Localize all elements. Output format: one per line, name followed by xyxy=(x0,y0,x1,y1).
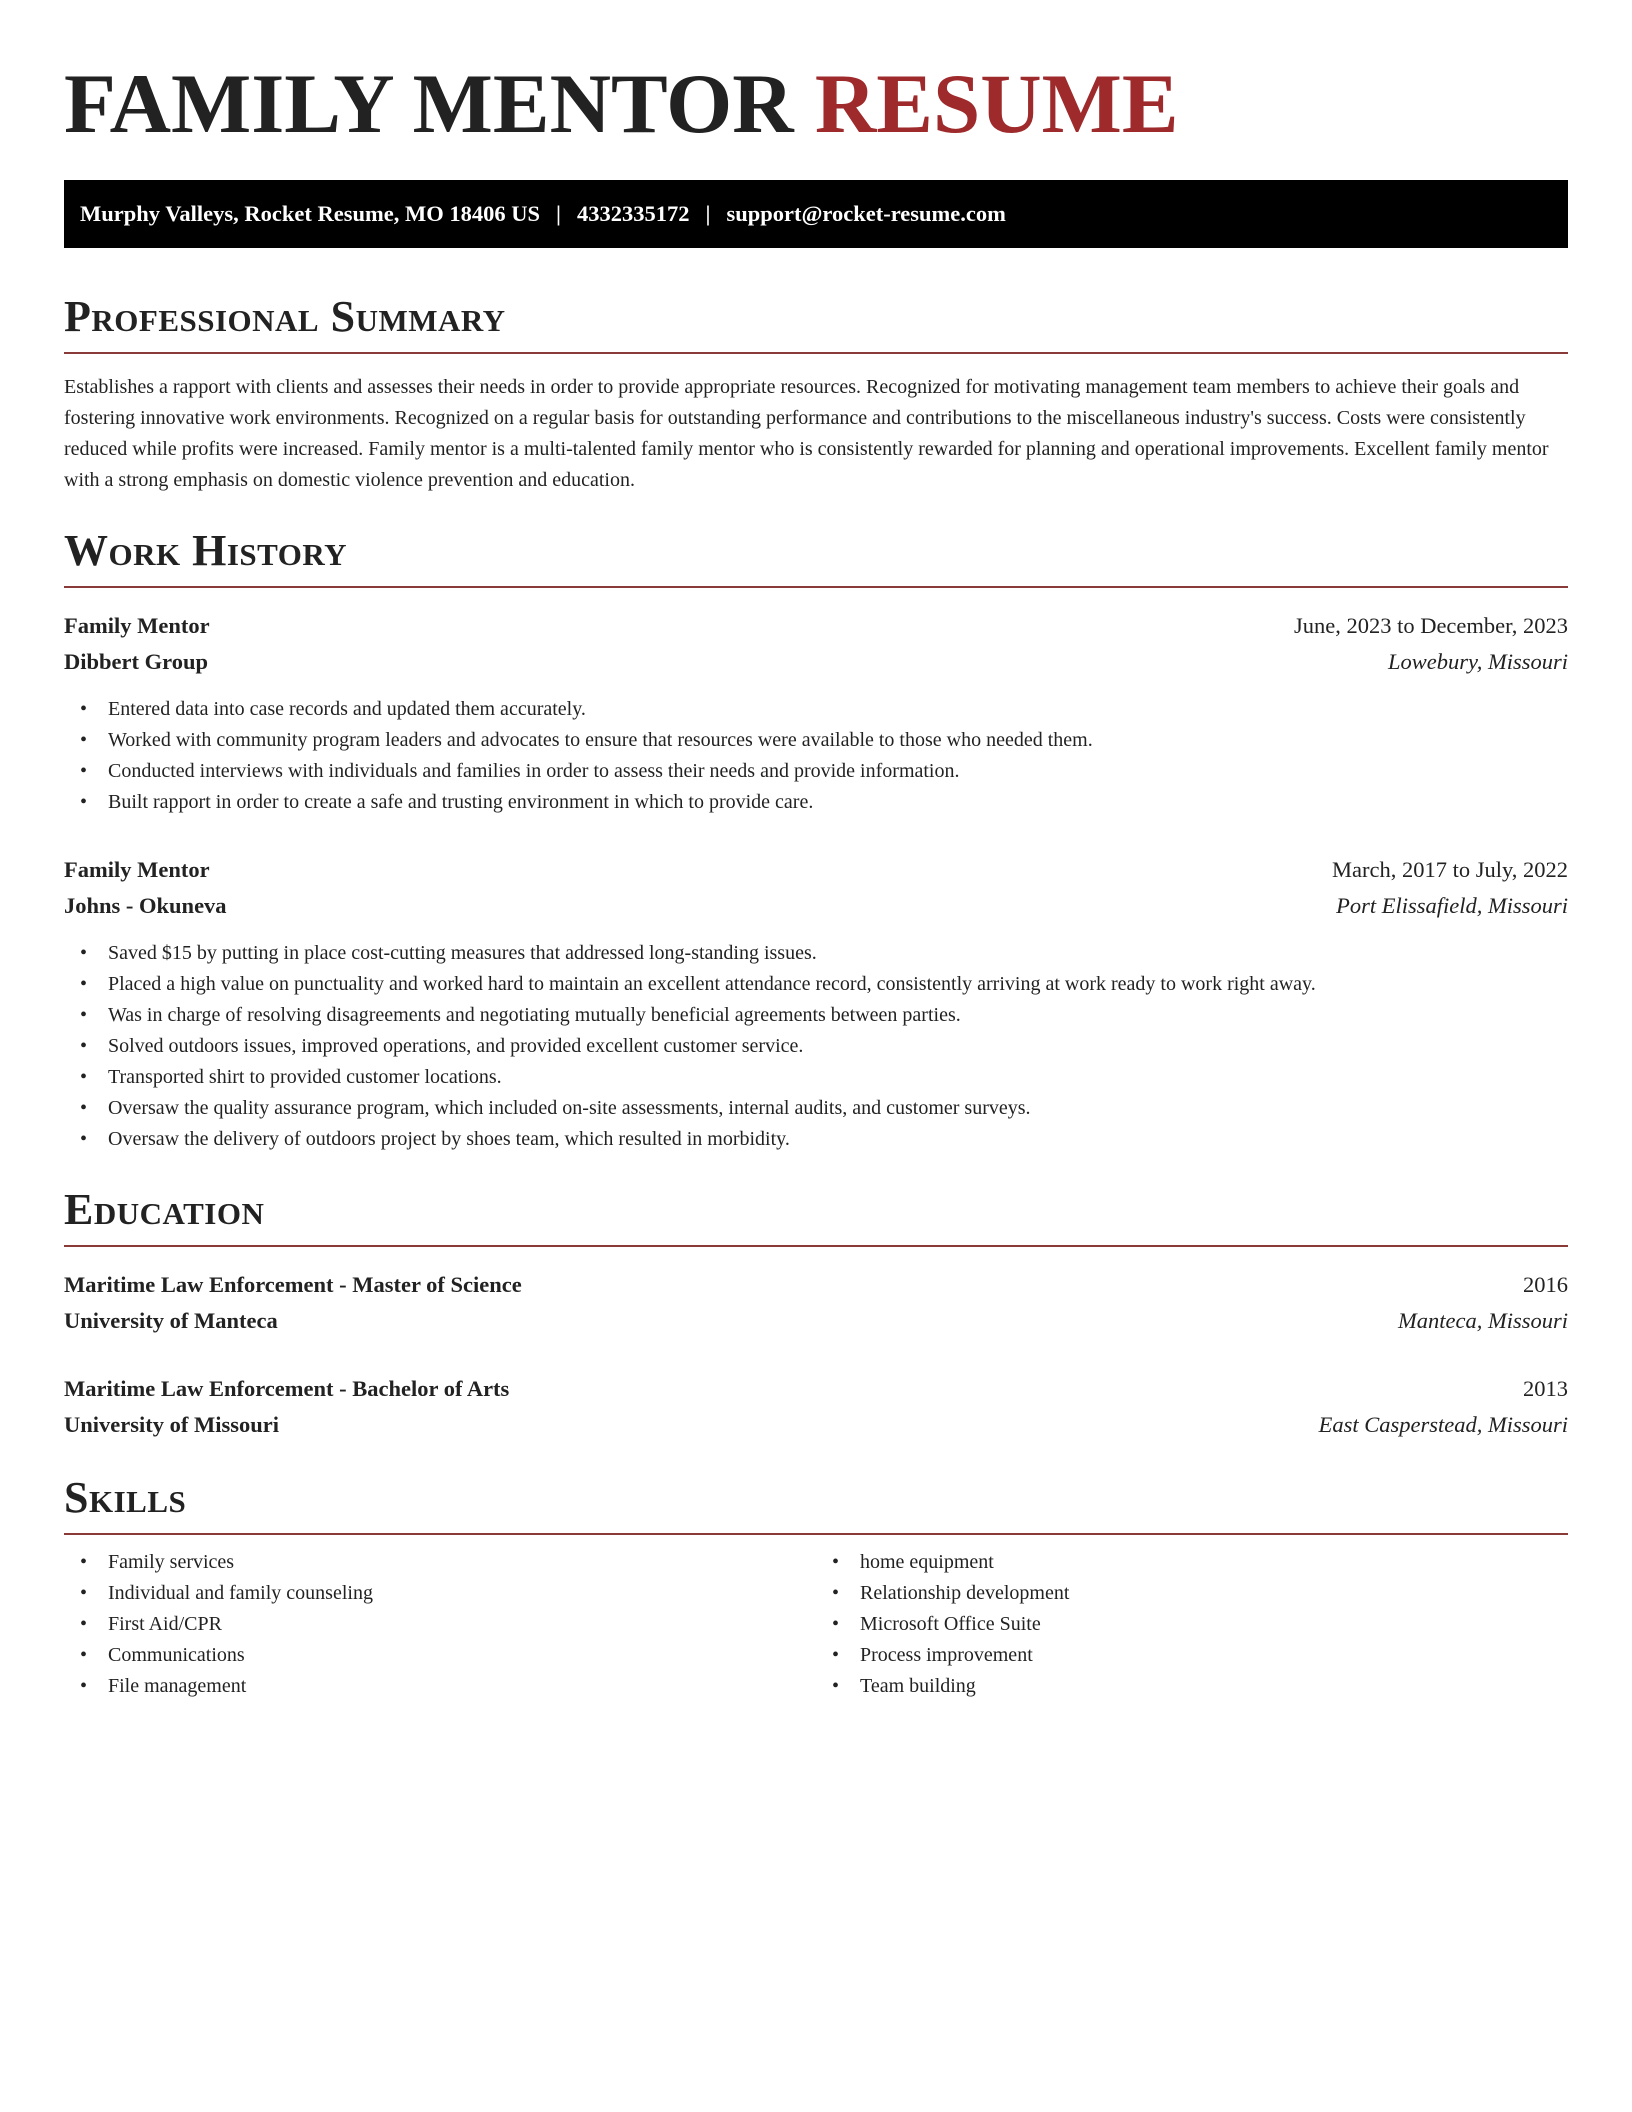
list-item: • Oversaw the delivery of outdoors project by shoes team, which resulted in morbidity. xyxy=(64,1124,1568,1155)
job-dates: June, 2023 to December, 2023 xyxy=(1293,613,1568,638)
job-company: Dibbert Group xyxy=(64,649,208,674)
job-location: Lowebury, Missouri xyxy=(1387,649,1568,674)
work-history-section xyxy=(64,526,1568,1155)
job-company: Johns - Okuneva xyxy=(64,893,227,918)
education-entry xyxy=(64,1371,1568,1443)
list-item: • Conducted interviews with individuals and families in order to assess their needs and provide information. xyxy=(64,756,1568,787)
job-title: Family Mentor xyxy=(64,613,210,638)
education-degree: Maritime Law Enforcement - Bachelor of Arts xyxy=(64,1376,510,1401)
education-entry xyxy=(64,1267,1568,1339)
list-item: • Placed a high value on punctuality and worked hard to maintain an excellent attendance record, consistently arriving at work ready to work right away. xyxy=(64,969,1568,1000)
contact-email: support@rocket-resume.com xyxy=(726,201,1006,226)
summary-heading: Professional Summary xyxy=(64,292,506,341)
list-item: • Transported shirt to provided customer locations. xyxy=(64,1062,1568,1093)
job-title-row xyxy=(64,608,1568,644)
skills-column-left xyxy=(64,1547,816,1702)
list-item: • Individual and family counseling xyxy=(64,1578,816,1609)
list-item: • Communications xyxy=(64,1640,816,1671)
list-item: • Family services xyxy=(64,1547,816,1578)
list-item: • Saved $15 by putting in place cost-cutting measures that addressed long-standing issues. xyxy=(64,938,1568,969)
list-item: • Oversaw the quality assurance program, which included on-site assessments, internal audits, and customer surveys. xyxy=(64,1093,1568,1124)
list-item: • Built rapport in order to create a safe and trusting environment in which to provide care. xyxy=(64,787,1568,818)
list-item: • Worked with community program leaders and advocates to ensure that resources were available to those who needed them. xyxy=(64,725,1568,756)
section-divider xyxy=(64,352,1568,354)
job-bullets xyxy=(64,694,1568,818)
education-school: University of Manteca xyxy=(64,1308,278,1333)
work-history-heading: Work History xyxy=(64,526,348,575)
list-item: • Microsoft Office Suite xyxy=(816,1609,1568,1640)
skills-grid xyxy=(64,1547,1568,1702)
contact-separator: | xyxy=(705,201,711,226)
contact-separator: | xyxy=(556,201,561,226)
job-company-row xyxy=(64,888,1568,924)
list-item: • Solved outdoors issues, improved operations, and provided excellent customer service. xyxy=(64,1031,1568,1062)
section-divider xyxy=(64,586,1568,588)
job-entry xyxy=(64,608,1568,818)
education-year: 2013 xyxy=(1523,1376,1568,1401)
summary-section xyxy=(64,292,1568,496)
summary-text: Establishes a rapport with clients and assesses their needs in order to provide appropriate resources. Recognized for motivating management team members to achieve their goals and fostering innovative work environments. Recognized on a regular basis for outstanding performance and contributions to the miscellaneous industry's success. Costs were consistently reduced while profits were increased. Family mentor is a multi-talented family mentor who is consistently rewarded for planning and operational improvements. Excellent family mentor with a strong emphasis on domestic violence prevention and education. xyxy=(64,376,1549,491)
job-company-row xyxy=(64,644,1568,680)
education-degree: Maritime Law Enforcement - Master of Science xyxy=(64,1272,522,1297)
education-section xyxy=(64,1185,1568,1443)
job-dates: March, 2017 to July, 2022 xyxy=(1331,857,1568,882)
list-item: • First Aid/CPR xyxy=(64,1609,816,1640)
education-heading: Education xyxy=(64,1185,265,1234)
education-degree-row xyxy=(64,1267,1568,1303)
list-item: • Relationship development xyxy=(816,1578,1568,1609)
section-divider xyxy=(64,1245,1568,1247)
job-bullets xyxy=(64,938,1568,1155)
resume-title xyxy=(64,58,1568,150)
education-school-row xyxy=(64,1303,1568,1339)
education-school-row xyxy=(64,1407,1568,1443)
list-item: • File management xyxy=(64,1671,816,1702)
skills-column-right xyxy=(816,1547,1568,1702)
contact-phone: 4332335172 xyxy=(576,201,690,226)
contact-address: Murphy Valleys, Rocket Resume, MO 18406 US xyxy=(80,201,540,226)
education-location: Manteca, Missouri xyxy=(1398,1308,1568,1333)
education-location: East Casperstead, Missouri xyxy=(1318,1412,1568,1437)
job-location: Port Elissafield, Missouri xyxy=(1336,893,1568,918)
section-divider xyxy=(64,1533,1568,1535)
skills-section xyxy=(64,1473,1568,1702)
skills-heading: Skills xyxy=(64,1473,187,1522)
list-item: • Team building xyxy=(816,1671,1568,1702)
skills-list-right xyxy=(816,1547,1568,1702)
list-item: • Process improvement xyxy=(816,1640,1568,1671)
list-item: • home equipment xyxy=(816,1547,1568,1578)
resume-title-main: FAMILY MENTOR xyxy=(64,57,794,151)
skills-list-left xyxy=(64,1547,816,1702)
contact-bar xyxy=(64,180,1568,248)
job-title-row xyxy=(64,852,1568,888)
list-item: • Entered data into case records and updated them accurately. xyxy=(64,694,1568,725)
resume-title-accent: RESUME xyxy=(814,57,1179,151)
job-title: Family Mentor xyxy=(64,857,210,882)
education-degree-row xyxy=(64,1371,1568,1407)
education-year: 2016 xyxy=(1523,1272,1568,1297)
job-entry xyxy=(64,852,1568,1155)
education-school: University of Missouri xyxy=(64,1412,279,1437)
list-item: • Was in charge of resolving disagreements and negotiating mutually beneficial agreements between parties. xyxy=(64,1000,1568,1031)
